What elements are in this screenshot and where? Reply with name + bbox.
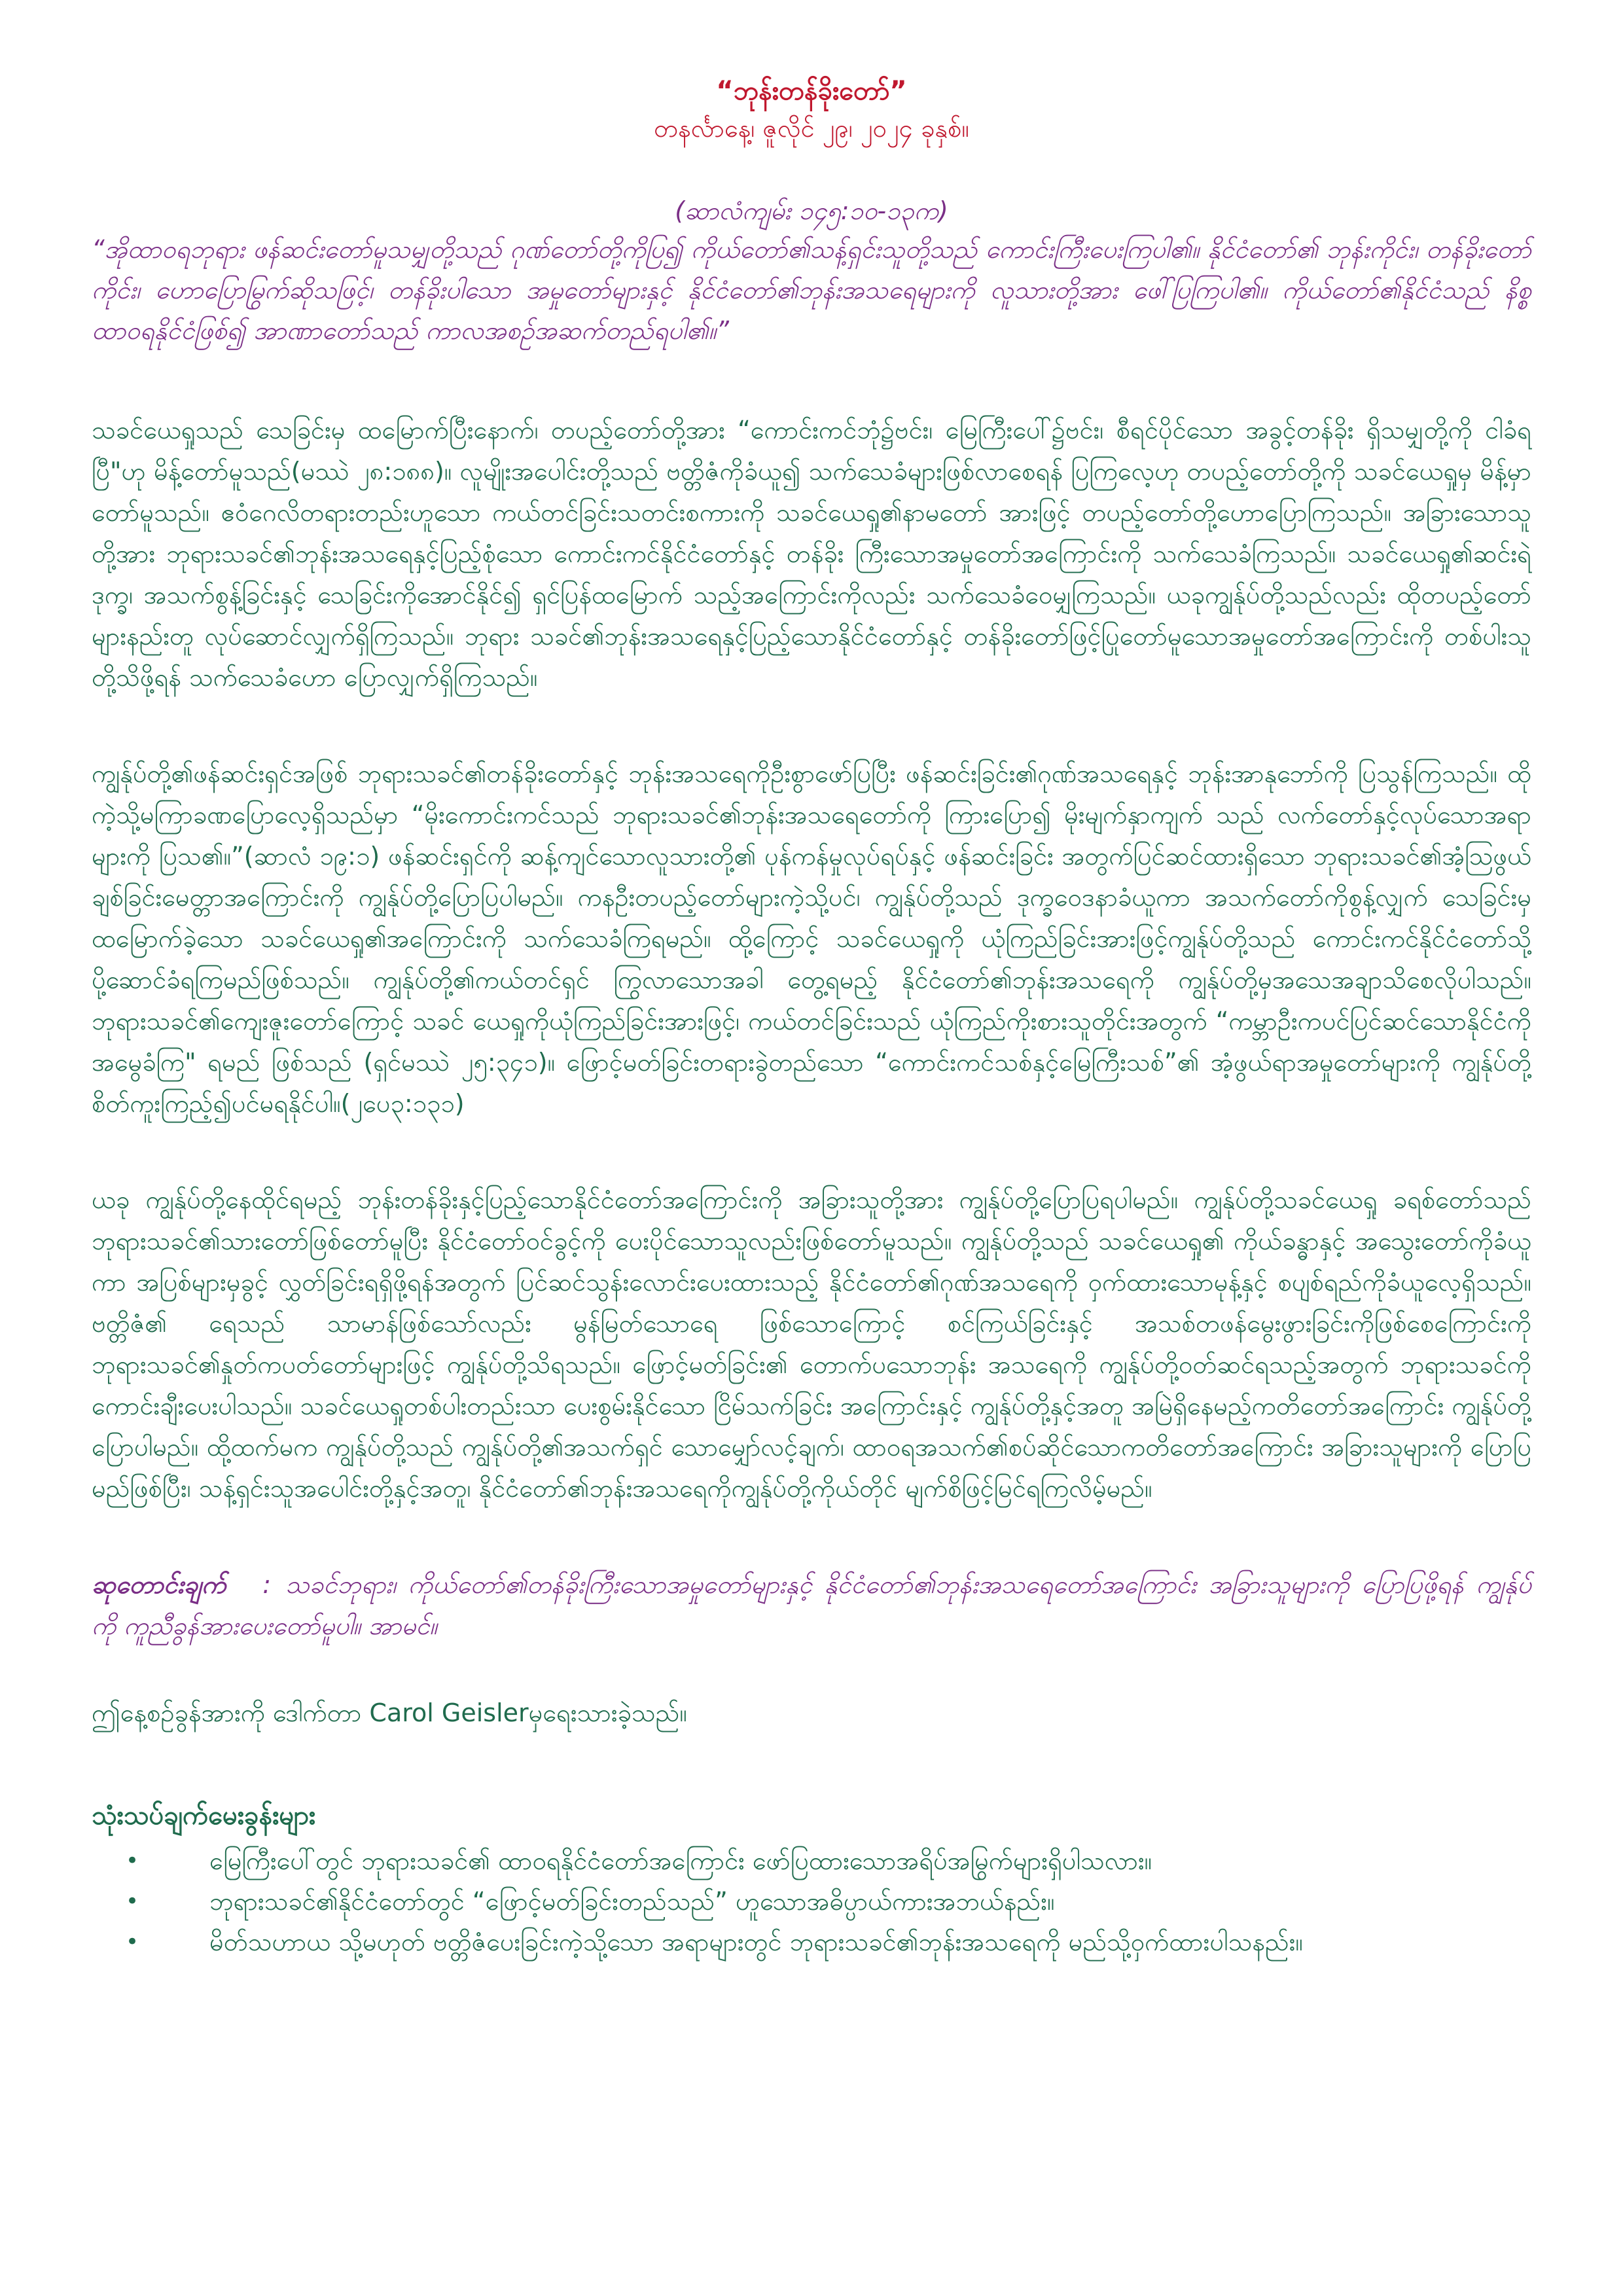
scripture-text: “အိုထာဝရဘုရား ဖန်ဆင်းတော်မူသမျှတို့သည် ဂုဏ်တော်တို့ကိုပြ၍ ကိုယ်တော်၏သန့်ရှင်းသူတို့သည် ကောင်းကြီးပေးကြပါ၏။ နိုင်ငံတော်၏ ဘုန်းကိုင်း၊ တန်ခိုးတော်ကိုင်း၊ ဟောပြောမြွက်ဆိုသဖြင့်၊ တန်ခိုးပါသော အမှုတော်များနှင့် နိုင်ငံတော်၏ဘုန်းအသရေများကို လူသားတို့အား ဖေါ်ပြကြပါ၏။ ကိုယ်တော်၏နိုင်ငံသည် နိစ္စထာဝရနိုင်ငံဖြစ်၍ အာဏာတော်သည် ကာလအစဉ်အဆက်တည်ရပါ၏။” — [92, 235, 1531, 345]
prayer — [92, 1564, 1531, 1647]
prayer-text: သခင်ဘုရား၊ ကိုယ်တော်၏တန်ခိုးကြီးသောအမှုတော်များနှင့် နိုင်ငံတော်၏ဘုန်းအသရေတော်အကြောင်း အခြားသူများကို ပြောပြဖို့ရန် ကျွန်ုပ်ကို ကူညီခွန်အားပေးတော်မူပါ။ အာမင်။ — [92, 1570, 1531, 1640]
question-text: ဘုရားသခင်၏နိုင်ငံတော်တွင် “ဖြောင့်မတ်ခြင်းတည်သည်” ဟူသောအဓိပ္ပာယ်ကားအဘယ်နည်း။ — [209, 1887, 1055, 1916]
question-text: မိတ်သဟာယ သို့မဟုတ် ဗတ္တိဇံပေးခြင်းကဲ့သို့သော အရာများတွင် ဘုရားသခင်၏ဘုန်းအသရေကို မည်သို့ဝှက်ထားပါသနည်း။ — [209, 1928, 1303, 1956]
questions-heading: သုံးသပ်ချက်မေးခွန်းများ — [92, 1801, 316, 1831]
question-item — [92, 1881, 1531, 1922]
bullet-icon: • — [126, 1888, 139, 1914]
author-credit: ဤနေ့စဉ်ခွန်အားကို ဒေါက်တာ Carol Geislerမှရေးသားခဲ့သည်။ — [92, 1698, 687, 1727]
scripture-reference: (ဆာလံကျမ်း ၁၄၅:၁၀-၁၃က) — [675, 196, 948, 225]
page-date: တနင်္လာနေ့၊ ဇူလိုင် ၂၉၊ ၂၀၂၄ ခုနှစ်။ — [654, 114, 969, 143]
bullet-icon: • — [126, 1929, 139, 1955]
question-text: မြေကြီးပေါ်တွင် ဘုရားသခင်၏ ထာဝရနိုင်ငံတော်အကြောင်း ဖော်ပြထားသောအရိပ်အမြွက်များရှိပါသလား။ — [209, 1846, 1152, 1875]
bullet-icon: • — [126, 1848, 139, 1874]
questions-list — [92, 1840, 1531, 1962]
prayer-colon: : — [262, 1570, 272, 1599]
body-paragraph-2: ကျွန်ုပ်တို့၏ဖန်ဆင်းရှင်အဖြစ် ဘုရားသခင်၏တန်ခိုးတော်နှင့် ဘုန်းအသရေကိုဦးစွာဖော်ပြပြီး ဖန်ဆင်းခြင်း၏ဂုဏ်အသရေနှင့် ဘုန်းအာနုဘော်ကို ပြသွန်ကြသည်။ ထိုကဲ့သို့မကြာခဏပြောလေ့ရှိသည်မှာ “မိုးကောင်းကင်သည် ဘုရားသခင်၏ဘုန်းအသရေတော်ကို ကြားပြော၍ မိုးမျက်နှာကျက် သည် လက်တော်နှင့်လုပ်သောအရာများကို ပြသ၏။”(ဆာလံ ၁၉:၁) ဖန်ဆင်းရှင်ကို ဆန့်ကျင်သောလူသားတို့၏ ပုန်ကန်မှုလုပ်ရပ်နှင့် ဖန်ဆင်းခြင်း အတွက်ပြင်ဆင်ထားရှိသော ဘုရားသခင်၏အံ့သြဖွယ်ချစ်ခြင်းမေတ္တာအကြောင်းကို ကျွန်ုပ်တို့ပြောပြပါမည်။ ကနဦးတပည့်တော်များကဲ့သို့ပင်၊ ကျွန်ုပ်တို့သည် ဒုက္ခဝေဒနာခံယူကာ အသက်တော်ကိုစွန့်လျှက် သေခြင်းမှထမြောက်ခဲ့သော သခင်ယေရှု၏အကြောင်းကို သက်သေခံကြရမည်။ ထို့ကြောင့် သခင်ယေရှုကို ယုံကြည်ခြင်းအားဖြင့်ကျွန်ုပ်တို့သည် ကောင်းကင်နိုင်ငံတော်သို့ ပို့ဆောင်ခံရကြမည်ဖြစ်သည်။ ကျွန်ုပ်တို့၏ကယ်တင်ရှင် ကြွလာသောအခါ တွေ့ရမည့် နိုင်ငံတော်၏ဘုန်းအသရေကို ကျွန်ုပ်တို့မှအသေအချာသိစေလိုပါသည်။ ဘုရားသခင်၏ကျေးဇူးတော်ကြောင့် သခင် ယေရှုကိုယုံကြည်ခြင်းအားဖြင့်၊ ကယ်တင်ခြင်းသည် ယုံကြည်ကိုးစားသူတိုင်းအတွက် “ကမ္ဘာဦးကပင်ပြင်ဆင်သောနိုင်ငံကို အမွေခံကြ" ရမည် ဖြစ်သည် (ရှင်မဿဲ ၂၅:၃၄၁)။ ဖြောင့်မတ်ခြင်းတရားခွဲတည်သော “ကောင်းကင်သစ်နှင့်မြေကြီးသစ်”၏ အံ့ဖွယ်ရာအမှုတော်များကို ကျွန်ုပ်တို့ စိတ်ကူးကြည့်၍ပင်မရနိုင်ပါ။(၂ပေ၃:၁၃၁) — [92, 759, 1531, 1118]
body-paragraph-1: သခင်ယေရှုသည် သေခြင်းမှ ထမြောက်ပြီးနောက်၊ တပည့်တော်တို့အား “ကောင်းကင်ဘုံ၌ဗင်း၊ မြေကြီးပေါ်၌ဗင်း၊ စီရင်ပိုင်သော အခွင့်တန်ခိုး ရှိသမျှတို့ကို ငါခံရပြီ"ဟု မိန့်တော်မူသည်(မဿဲ ၂၈:၁၈၈)။ လူမျိုးအပေါင်းတို့သည် ဗတ္တိဇံကိုခံယူ၍ သက်သေခံများဖြစ်လာစေရန် ပြကြလေ့ဟု တပည့်တော်တို့ကို သခင်ယေရှုမှ မိန့်မှာတော်မူသည်။ ဧဝံဂေလိတရားတည်းဟူသော ကယ်တင်ခြင်းသတင်းစကားကို သခင်ယေရှု၏နာမတော် အားဖြင့် တပည့်တော်တို့ဟောပြောကြသည်။ အခြားသောသူတို့အား ဘုရားသခင်၏ဘုန်းအသရေနှင့်ပြည့်စုံသော ကောင်းကင်နိုင်ငံတော်နှင့် တန်ခိုး ကြီးသောအမှုတော်အကြောင်းကို သက်သေခံကြသည်။ သခင်ယေရှု၏ဆင်းရဲဒုက္ခ၊ အသက်စွန့်ခြင်းနှင့် သေခြင်းကိုအောင်နိုင်၍ ရှင်ပြန်ထမြောက် သည့်အကြောင်းကိုလည်း သက်သေခံဝေမျှကြသည်။ ယခုကျွန်ုပ်တို့သည်လည်း ထိုတပည့်တော်များနည်းတူ လုပ်ဆောင်လျှက်ရှိကြသည်။ ဘုရား သခင်၏ဘုန်းအသရေနှင့်ပြည့်သောနိုင်ငံတော်နှင့် တန်ခိုးတော်ဖြင့်ပြုတော်မူသောအမှုတော်အကြောင်းကို တစ်ပါးသူတို့သိဖို့ရန် သက်သေခံဟော ပြောလျှက်ရှိကြသည်။ — [92, 416, 1531, 692]
page-title: “ဘုန်းတန်ခိုးတော်” — [716, 76, 907, 106]
body-paragraph-3: ယခု ကျွန်ုပ်တို့နေထိုင်ရမည့် ဘုန်းတန်ခိုးနှင့်ပြည့်သောနိုင်ငံတော်အကြောင်းကို အခြားသူတို့အား ကျွန်ုပ်တို့ပြောပြရပါမည်။ ကျွန်ုပ်တို့သခင်ယေရှု ခရစ်တော်သည် ဘုရားသခင်၏သားတော်ဖြစ်တော်မူပြီး နိုင်ငံတော်ဝင်ခွင့်ကို ပေးပိုင်သောသူလည်းဖြစ်တော်မူသည်။ ကျွန်ုပ်တို့သည် သခင်ယေရှု၏ ကိုယ်ခန္ဓာနှင့် အသွေးတော်ကိုခံယူကာ အပြစ်များမှခွင့် လွှတ်ခြင်းရရှိဖို့ရန်အတွက် ပြင်ဆင်သွန်းလောင်းပေးထားသည့် နိုင်ငံတော်၏ဂုဏ်အသရေကို ဝှက်ထားသောမုန့်နှင့် စပျစ်ရည်ကိုခံယူလေ့ရှိသည်။ ဗတ္တိဇံ၏ ရေသည် သာမာန်ဖြစ်သော်လည်း မွန်မြတ်သောရေ ဖြစ်သောကြောင့် စင်ကြယ်ခြင်းနှင့် အသစ်တဖန်မွေးဖွားခြင်းကိုဖြစ်စေကြောင်းကို ဘုရားသခင်၏နှုတ်ကပတ်တော်များဖြင့် ကျွန်ုပ်တို့သိရသည်။ ဖြောင့်မတ်ခြင်း၏ တောက်ပသောဘုန်း အသရေကို ကျွန်ုပ်တို့ဝတ်ဆင်ရသည့်အတွက် ဘုရားသခင်ကိုကောင်းချီးပေးပါသည်။ သခင်ယေရှုတစ်ပါးတည်းသာ ပေးစွမ်းနိုင်သော ငြိမ်သက်ခြင်း အကြောင်းနှင့် ကျွန်ုပ်တို့နှင့်အတူ အမြဲရှိနေမည့်ကတိတော်အကြောင်း ကျွန်ုပ်တို့ပြောပါမည်။ ထို့ထက်မက ကျွန်ုပ်တို့သည် ကျွန်ုပ်တို့၏အသက်ရှင် သောမျှော်လင့်ချက်၊ ထာဝရအသက်၏စပ်ဆိုင်သောကတိတော်အကြောင်း အခြားသူများကို ပြောပြမည်ဖြစ်ပြီး၊ သန့်ရှင်းသူအပေါင်းတို့နှင့်အတူ၊ နိုင်ငံတော်၏ဘုန်းအသရေကိုကျွန်ုပ်တို့ကိုယ်တိုင် မျက်စိဖြင့်မြင်ရကြလိမ့်မည်။ — [92, 1185, 1531, 1503]
question-item — [92, 1840, 1531, 1881]
question-item — [92, 1922, 1531, 1962]
prayer-label: ဆုတောင်းချက် — [92, 1570, 226, 1599]
